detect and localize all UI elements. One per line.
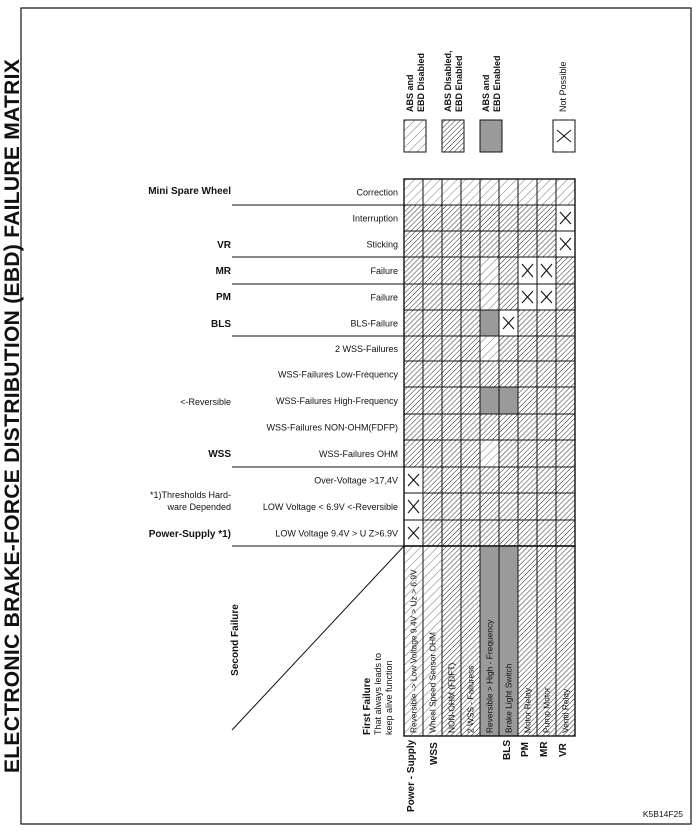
legend-label-abs-ebd-enabled-2: EBD Enabled	[492, 55, 502, 112]
matrix-cell	[461, 257, 480, 284]
column-label: Ventil Relay	[560, 688, 571, 733]
row-labels	[263, 188, 399, 539]
legend-label-abs-disabled-ebd-enabled-1: ABS Disabled,	[443, 50, 453, 112]
matrix-cell	[423, 361, 442, 387]
matrix-cell	[499, 414, 518, 440]
matrix-cell	[442, 310, 461, 336]
matrix-cell	[404, 205, 423, 231]
matrix-cell	[537, 284, 556, 310]
matrix-cell	[442, 414, 461, 440]
matrix-cell	[442, 257, 461, 284]
matrix-cell	[518, 310, 537, 336]
matrix-cell	[461, 310, 480, 336]
matrix-cell	[461, 414, 480, 440]
matrix-cell	[404, 467, 423, 493]
matrix-cell	[499, 336, 518, 361]
matrix-cell	[442, 336, 461, 361]
matrix-cell	[423, 205, 442, 231]
matrix-cell	[556, 257, 575, 284]
matrix-cell	[404, 387, 423, 414]
matrix-cell	[423, 284, 442, 310]
matrix-cell	[480, 467, 499, 493]
group-mr: MR	[215, 266, 231, 277]
row-label: Interruption	[352, 213, 398, 224]
matrix-cell	[461, 361, 480, 387]
column-label: Brake Light Switch	[503, 663, 514, 733]
matrix-cell	[442, 231, 461, 257]
row-label: WSS-Failures OHM	[318, 449, 398, 459]
matrix-cell	[404, 493, 423, 520]
matrix-cell	[461, 336, 480, 361]
matrix-cell	[537, 336, 556, 361]
matrix-cell	[518, 284, 537, 310]
matrix-cell	[404, 520, 423, 546]
matrix-cell	[556, 440, 575, 467]
matrix-cell	[556, 361, 575, 387]
matrix-cell	[518, 179, 537, 205]
matrix-cell	[423, 387, 442, 414]
row-label: Correction	[356, 187, 398, 198]
matrix-cell	[423, 493, 442, 520]
row-label: Sticking	[366, 239, 398, 250]
matrix-cell	[499, 257, 518, 284]
column-label: Pump Motor	[541, 687, 552, 733]
matrix-cell	[480, 257, 499, 284]
matrix-cell	[537, 440, 556, 467]
matrix-cell	[556, 284, 575, 310]
matrix-cell	[499, 310, 518, 336]
matrix-cell	[556, 336, 575, 361]
matrix-cell	[499, 284, 518, 310]
matrix-cell	[556, 205, 575, 231]
matrix-cell	[556, 231, 575, 257]
column-label: Reversible > High - Frequency	[484, 619, 495, 733]
colgroup-vr: VR	[558, 743, 569, 757]
matrix-cell	[518, 205, 537, 231]
group-thresholds-line2: ware Depended	[167, 502, 231, 512]
matrix-cell	[423, 414, 442, 440]
matrix-cell	[480, 336, 499, 361]
matrix-cell	[499, 440, 518, 467]
matrix-cell	[442, 179, 461, 205]
legend-label-abs-disabled-ebd-enabled-2: EBD Enabled	[454, 55, 464, 112]
matrix-cell	[499, 467, 518, 493]
matrix-cell	[423, 257, 442, 284]
matrix-cell	[442, 520, 461, 546]
matrix-cell	[461, 440, 480, 467]
legend-swatch-abs-disabled-ebd-enabled	[442, 120, 464, 152]
matrix-cell	[537, 361, 556, 387]
matrix-cell	[404, 231, 423, 257]
legend-label-not-possible: Not Possible	[558, 61, 568, 112]
matrix-cell	[461, 467, 480, 493]
matrix-cell	[461, 231, 480, 257]
matrix-cell	[556, 493, 575, 520]
matrix-cell	[556, 179, 575, 205]
matrix-cell	[537, 493, 556, 520]
row-label: WSS-Failures High-Frequency	[275, 396, 398, 406]
matrix-cell	[442, 205, 461, 231]
matrix-cell	[423, 336, 442, 361]
matrix-cell	[480, 284, 499, 310]
colgroup-wss: WSS	[429, 742, 440, 765]
matrix-cell	[404, 284, 423, 310]
column-label: 2 WSS - Failuress	[465, 665, 476, 733]
row-label: Over-Voltage >17,4V	[314, 475, 398, 486]
matrix-cell	[404, 440, 423, 467]
matrix-cell	[404, 179, 423, 205]
matrix-cell	[518, 440, 537, 467]
matrix-cell	[537, 310, 556, 336]
matrix-cell	[442, 284, 461, 310]
matrix-cell	[404, 414, 423, 440]
legend-swatch-abs-ebd-disabled	[404, 120, 426, 152]
matrix-cell	[499, 231, 518, 257]
row-label: WSS-Failures Low-Frequency	[277, 369, 398, 380]
matrix-cell	[556, 520, 575, 546]
colgroup-mr: MR	[539, 741, 550, 757]
matrix-cell	[404, 257, 423, 284]
row-label: BLS-Failure	[350, 318, 398, 329]
first-failure-area	[404, 546, 575, 736]
matrix-cell	[423, 467, 442, 493]
first-failure-line1: That always leads to	[373, 652, 383, 735]
group-mini-spare-wheel: Mini Spare Wheel	[148, 186, 231, 197]
outer-frame	[21, 8, 691, 824]
matrix-cell	[518, 257, 537, 284]
matrix-cell	[499, 361, 518, 387]
column-label: Wheel Speed Sensor OHM	[427, 631, 438, 733]
matrix-cell	[423, 179, 442, 205]
group-power-supply: Power-Supply *1)	[148, 529, 231, 540]
matrix-cell	[518, 467, 537, 493]
matrix-cell	[518, 520, 537, 546]
matrix-cell	[518, 231, 537, 257]
matrix-cell	[442, 361, 461, 387]
matrix-cell	[461, 520, 480, 546]
matrix-cell	[461, 179, 480, 205]
group-pm: PM	[216, 292, 231, 303]
matrix-cell	[537, 520, 556, 546]
matrix-cell	[480, 231, 499, 257]
matrix-cell	[537, 467, 556, 493]
matrix-cell	[423, 310, 442, 336]
row-label: Failure	[370, 292, 398, 303]
row-label: 2 WSS-Failures	[334, 344, 398, 354]
matrix-cell	[518, 336, 537, 361]
matrix-cell	[480, 310, 499, 336]
matrix-cell	[518, 361, 537, 387]
matrix-cell	[480, 205, 499, 231]
matrix-cell	[556, 310, 575, 336]
legend-swatch-abs-ebd-enabled	[480, 120, 502, 152]
matrix-cell	[537, 257, 556, 284]
matrix-cell	[499, 520, 518, 546]
matrix-cell	[480, 361, 499, 387]
matrix-cell	[404, 361, 423, 387]
matrix-cell	[480, 387, 499, 414]
matrix-cell	[537, 205, 556, 231]
group-wss: WSS	[208, 449, 231, 460]
matrix-cell	[442, 440, 461, 467]
matrix-cell	[442, 467, 461, 493]
figure-code: K5B14F25	[642, 809, 683, 819]
matrix-cell	[499, 493, 518, 520]
matrix-cell	[518, 387, 537, 414]
column-label: NON-OHM (FDFT)	[446, 662, 457, 733]
matrix-cell	[423, 440, 442, 467]
matrix-cell	[537, 179, 556, 205]
legend-label-abs-ebd-disabled-1: ABS and	[405, 74, 415, 112]
matrix-cell	[461, 284, 480, 310]
matrix-cell	[480, 493, 499, 520]
group-reversible: <-Reversible	[180, 397, 231, 407]
matrix-cell	[423, 231, 442, 257]
matrix-cell	[556, 414, 575, 440]
matrix-cell	[442, 493, 461, 520]
first-failure-title: First Failure	[362, 677, 373, 735]
matrix-cell	[480, 520, 499, 546]
matrix-cells	[404, 179, 575, 546]
colgroup-pm: PM	[520, 742, 531, 757]
group-bls: BLS	[211, 319, 231, 330]
matrix-cell	[518, 414, 537, 440]
matrix-cell	[537, 387, 556, 414]
matrix-cell	[461, 387, 480, 414]
column-label: Reversible -> Low Voltage 9.4V > Uz > 6.9V	[408, 569, 419, 733]
matrix-cell	[480, 179, 499, 205]
matrix-cell	[461, 205, 480, 231]
matrix-cell	[518, 493, 537, 520]
matrix-cell	[442, 387, 461, 414]
second-failure-label: Second Failure	[230, 604, 241, 676]
matrix-cell	[537, 231, 556, 257]
group-thresholds-line1: *1)Thresholds Hard-	[149, 490, 231, 500]
legend	[404, 50, 575, 152]
page-title: ELECTRONIC BRAKE-FORCE DISTRIBUTION (EBD) FAILURE MATRIX	[1, 58, 24, 774]
matrix-cell	[499, 179, 518, 205]
column-label: Motor Relay	[522, 687, 533, 733]
row-label: WSS-Failures NON-OHM(FDFP)	[266, 422, 398, 433]
group-vr: VR	[217, 240, 231, 251]
matrix-cell	[404, 336, 423, 361]
colgroup-bls: BLS	[502, 740, 513, 760]
matrix-cell	[556, 467, 575, 493]
row-label: Failure	[370, 266, 398, 276]
matrix-cell	[556, 387, 575, 414]
matrix-cell	[423, 520, 442, 546]
matrix-cell	[480, 414, 499, 440]
row-label: LOW Voltage < 6.9V <-Reversible	[262, 502, 398, 512]
matrix-cell	[461, 493, 480, 520]
matrix-cell	[480, 440, 499, 467]
matrix-cell	[404, 310, 423, 336]
matrix-cell	[499, 205, 518, 231]
matrix-cell	[499, 387, 518, 414]
colgroup-power-supply: Power - Supply	[406, 739, 417, 812]
legend-label-abs-ebd-disabled-2: EBD Disabled	[416, 52, 426, 112]
first-failure-line2: keep alive function	[384, 660, 394, 735]
legend-swatch-not-possible	[553, 120, 575, 152]
legend-label-abs-ebd-enabled-1: ABS and	[481, 74, 491, 112]
matrix-cell	[537, 414, 556, 440]
row-label: LOW Voltage 9.4V > U Z>6.9V	[275, 528, 398, 539]
